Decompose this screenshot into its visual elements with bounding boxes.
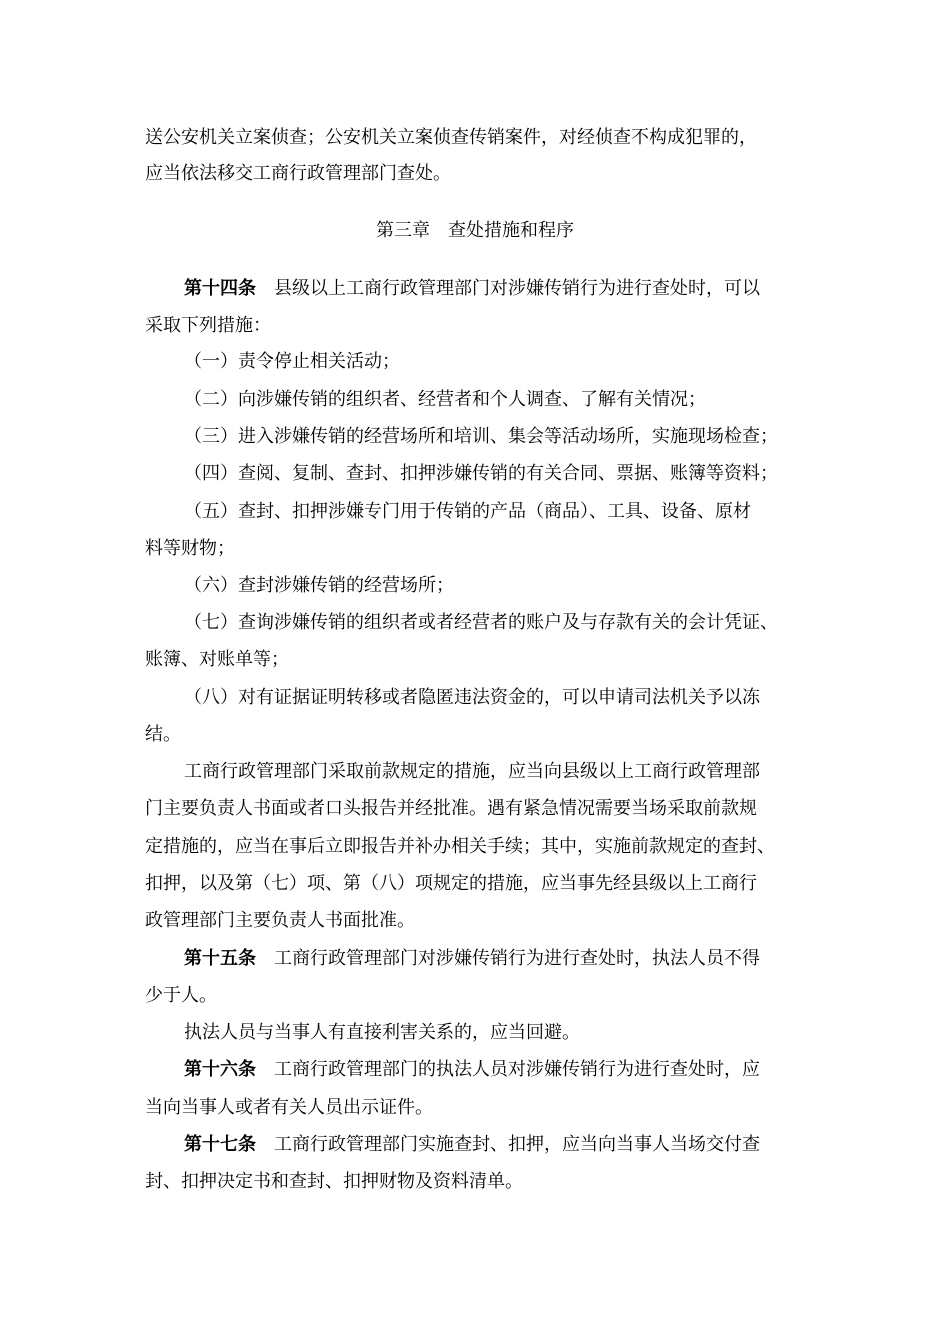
paragraph-line: 政管理部门主要负责人书面批准。 xyxy=(145,910,415,931)
list-item-continuation: 账簿、对账单等； xyxy=(145,649,289,670)
article-15-text: 工商行政管理部门对涉嫌传销行为进行查处时，执法人员不得 xyxy=(274,948,760,969)
list-item-continuation: 结。 xyxy=(145,724,181,745)
article-16-text: 工商行政管理部门的执法人员对涉嫌传销行为进行查处时，应 xyxy=(274,1059,760,1080)
article-15-line xyxy=(184,947,810,971)
list-item-continuation: 料等财物； xyxy=(145,538,235,559)
text-line: 少于人。 xyxy=(145,985,217,1006)
article-15-number: 第十五条 xyxy=(184,948,256,969)
article-17-number: 第十七条 xyxy=(184,1134,256,1155)
paragraph-line: 门主要负责人书面或者口头报告并经批准。遇有紧急情况需要当场采取前款规 xyxy=(145,798,757,819)
list-item: （三）进入涉嫌传销的经营场所和培训、集会等活动场所，实施现场检查； xyxy=(184,426,778,447)
list-item: （七）查询涉嫌传销的组织者或者经营者的账户及与存款有关的会计凭证、 xyxy=(184,612,778,633)
article-14-line xyxy=(184,277,810,301)
chapter-title: 第三章 查处措施和程序 xyxy=(376,220,574,241)
list-item: （二）向涉嫌传销的组织者、经营者和个人调查、了解有关情况； xyxy=(184,389,706,410)
article-16-line xyxy=(184,1058,810,1082)
article-14-number: 第十四条 xyxy=(184,278,256,299)
text-line: 送公安机关立案侦查；公安机关立案侦查传销案件，对经侦查不构成犯罪的， xyxy=(145,127,757,148)
text-line: 采取下列措施： xyxy=(145,315,271,336)
text-line: 应当依法移交工商行政管理部门查处。 xyxy=(145,163,451,184)
paragraph-line: 工商行政管理部门采取前款规定的措施，应当向县级以上工商行政管理部 xyxy=(184,761,760,782)
text-line: 执法人员与当事人有直接利害关系的，应当回避。 xyxy=(184,1022,580,1043)
article-16-number: 第十六条 xyxy=(184,1059,256,1080)
list-item: （六）查封涉嫌传销的经营场所； xyxy=(184,575,454,596)
paragraph-line: 扣押，以及第（七）项、第（八）项规定的措施，应当事先经县级以上工商行 xyxy=(145,873,757,894)
list-item: （五）查封、扣押涉嫌专门用于传销的产品（商品）、工具、设备、原材 xyxy=(184,501,751,522)
article-17-text: 工商行政管理部门实施查封、扣押，应当向当事人当场交付查 xyxy=(274,1134,760,1155)
article-17-line xyxy=(184,1133,810,1157)
text-line: 封、扣押决定书和查封、扣押财物及资料清单。 xyxy=(145,1171,523,1192)
list-item: （一）责令停止相关活动； xyxy=(184,351,400,372)
paragraph-line: 定措施的，应当在事后立即报告并补办相关手续；其中，实施前款规定的查封、 xyxy=(145,836,775,857)
text-line: 当向当事人或者有关人员出示证件。 xyxy=(145,1097,433,1118)
article-14-text: 县级以上工商行政管理部门对涉嫌传销行为进行查处时，可以 xyxy=(274,278,760,299)
list-item: （八）对有证据证明转移或者隐匿违法资金的，可以申请司法机关予以冻 xyxy=(184,687,760,708)
list-item: （四）查阅、复制、查封、扣押涉嫌传销的有关合同、票据、账簿等资料； xyxy=(184,463,778,484)
